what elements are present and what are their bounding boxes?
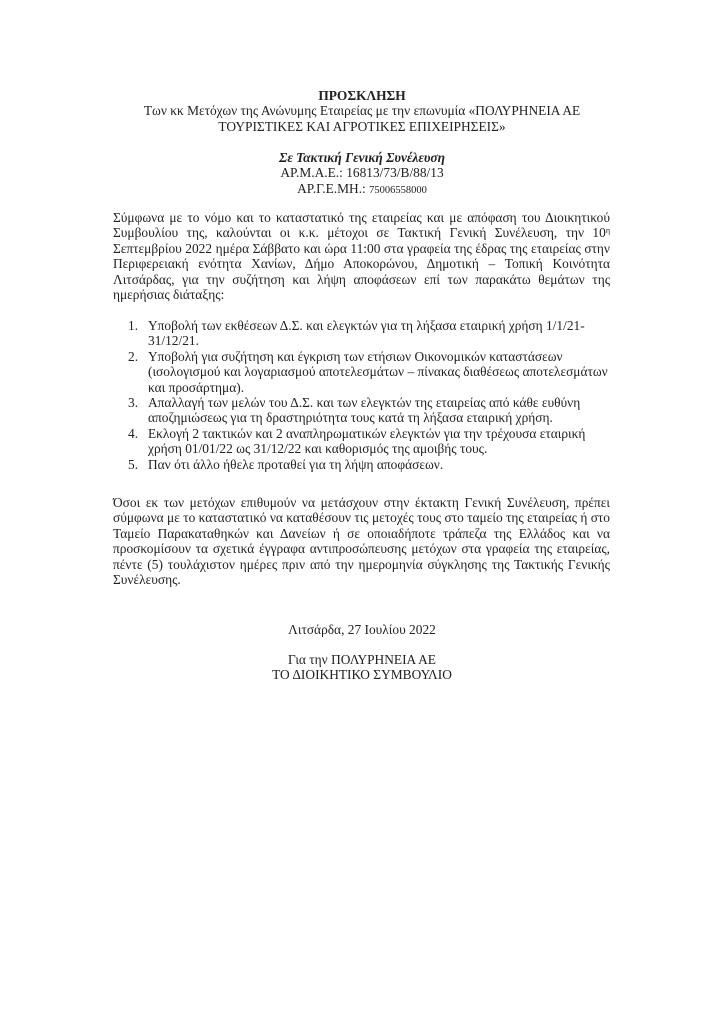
intro-text-part-2: Σεπτεμβρίου 2022 ημέρα Σάββατο και ώρα 11:00 στα γραφεία της έδρας της εταιρείας στην Περιφερειακή ενότητα Χανίων, Δήμο Αποκορώνου, Δημοτική – Τοπική Κοινότητα Λιτσάρδας, για την συζήτηση και λήψη αποφάσεων επί των παρακάτω θεμάτων της ημερήσιας διάταξης: xyxy=(113,240,610,303)
agenda-item xyxy=(128,318,608,349)
shareholders-paragraph: Όσοι εκ των μετόχων επιθυμούν να μετάσχουν στην έκτακτη Γενική Συνέλευση, πρέπει σύμφωνα με το καταστατικό να καταθέσουν τις μετοχές τους στο ταμείο της εταιρείας ή στο Ταμείο Παρακαταθηκών και Δανείων ή σε οποιαδήποτε τράπεζα της Ελλάδος και να προσκομίσουν τα σχετικά έγγραφα αντιπροσώπευσης μετόχων στα γραφεία της εταιρείας, πέντε (5) τουλάχιστον ημέρες πριν από την ημερομηνία σύγκλησης της Τακτικής Γενικής Συνέλευσης. xyxy=(113,495,610,588)
document-header xyxy=(100,88,624,134)
agenda-item-number: 5. xyxy=(128,456,139,472)
addressee-line-1: Των κκ Μετόχων της Ανώνυμης Εταιρείας με την επωνυμία «ΠΟΛΥΡΗΝΕΙΑ ΑΕ xyxy=(143,103,581,119)
signature-block xyxy=(100,652,624,683)
argemi-value: 75006558000 xyxy=(369,184,427,196)
intro-text-part-1: Σύμφωνα με το νόμο και το καταστατικό της εταιρείας και με απόφαση του Διοικητικού Συμβουλίου της, καλούνται οι κ.κ. μέτοχοι σε Τακτική Γενική Συνέλευση, την 10 xyxy=(113,210,610,241)
addressee-line-2: ΤΟΥΡΙΣΤΙΚΕΣ ΚΑΙ ΑΓΡΟΤΙΚΕΣ ΕΠΙΧΕΙΡΗΣΕΙΣ» xyxy=(218,118,506,134)
agenda-item-number: 3. xyxy=(128,395,139,411)
argemi-label: ΑΡ.Γ.Ε.ΜΗ.: xyxy=(297,180,370,196)
armae-label: ΑΡ.Μ.Α.Ε.: xyxy=(280,165,347,181)
signature-line-1: Για την ΠΟΛΥΡΗΝΕΙΑ ΑΕ xyxy=(288,652,436,667)
ordinal-superscript: η xyxy=(605,226,610,236)
armae-value: 16813/73/Β/88/13 xyxy=(346,165,444,181)
agenda-item xyxy=(128,395,608,426)
agenda-item-text: Απαλλαγή των μελών του Δ.Σ. και των ελεγκτών της εταιρείας από κάθε ευθύνη αποζημιώσεως για τη δραστηριότητα τους κατά τη λήξασα εταιρική χρήση. xyxy=(148,395,581,426)
meeting-type: Σε Τακτική Γενική Συνέλευση xyxy=(279,150,445,165)
agenda-item xyxy=(128,426,608,457)
intro-paragraph xyxy=(113,210,610,302)
agenda-item-text: Εκλογή 2 τακτικών και 2 αναπληρωματικών ελεγκτών για την τρέχουσα εταιρική χρήση 01/01/22 ως 31/12/22 και καθορισμός της αμοιβής τους. xyxy=(148,425,586,457)
agenda-item-number: 1. xyxy=(128,318,139,333)
meeting-info xyxy=(100,150,624,198)
place-date: Λιτσάρδα, 27 Ιουλίου 2022 xyxy=(288,622,436,637)
agenda-item xyxy=(128,457,608,472)
argemi-line xyxy=(100,181,624,198)
document-title: ΠΡΟΣΚΛΗΣΗ xyxy=(318,88,406,103)
agenda-item-number: 4. xyxy=(128,425,139,441)
agenda-item-text: Υποβολή των εκθέσεων Δ.Σ. και ελεγκτών για τη λήξασα εταιρική χρήση 1/1/21-31/12/21. xyxy=(148,318,585,349)
signature-line-2: ΤΟ ΔΙΟΙΚΗΤΙΚΟ ΣΥΜΒΟΥΛΙΟ xyxy=(272,667,452,683)
agenda-item-number: 2. xyxy=(128,348,139,364)
agenda-item xyxy=(128,349,608,395)
agenda-list xyxy=(128,318,608,472)
agenda-item-text: Παν ότι άλλο ήθελε προταθεί για τη λήψη αποφάσεων. xyxy=(148,456,444,472)
armae-line xyxy=(100,165,624,180)
agenda-item-text: Υποβολή για συζήτηση και έγκριση των ετήσιων Οικονομικών καταστάσεων (ισολογισμού και λογαριασμού αποτελεσμάτων – πίνακας διαθέσεως αποτελεσμάτων και προσάρτημα). xyxy=(148,348,608,395)
